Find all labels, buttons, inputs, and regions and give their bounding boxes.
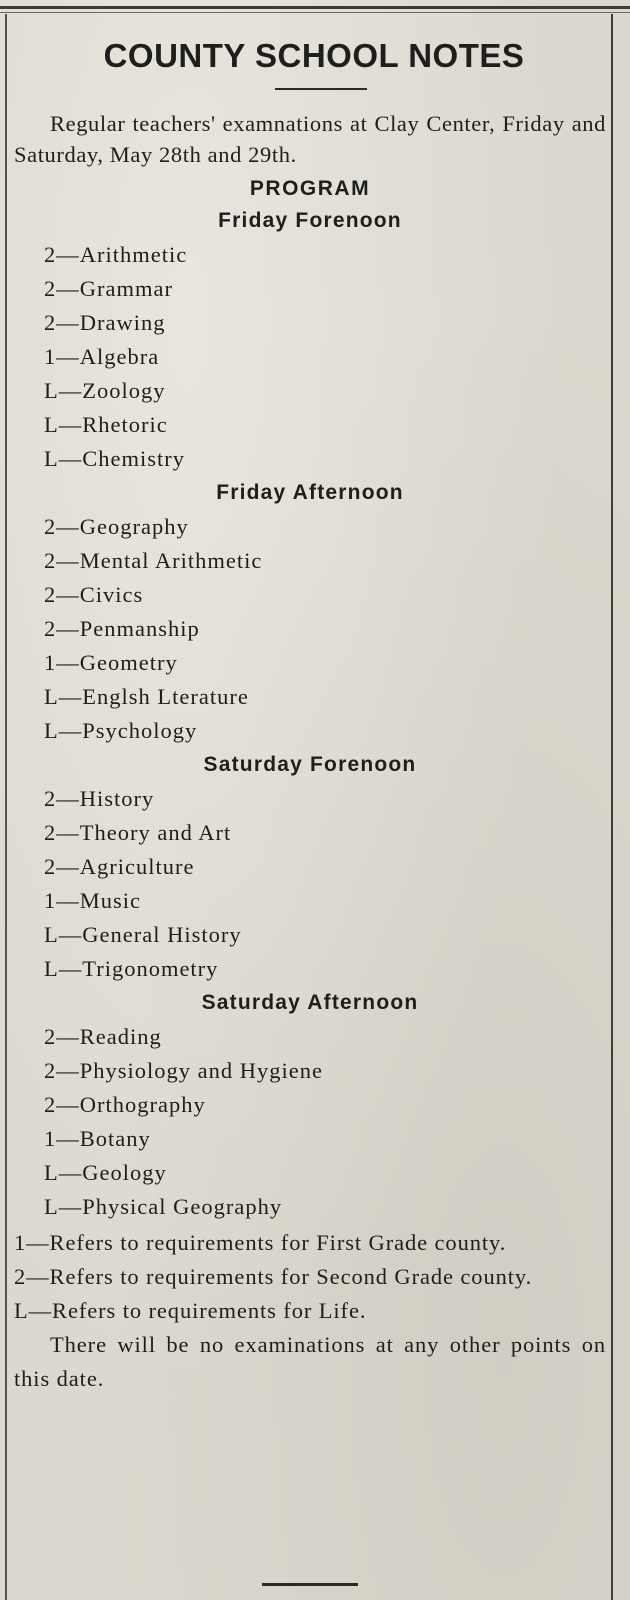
end-of-article-rule bbox=[262, 1583, 358, 1586]
subject-item: 2—Penmanship bbox=[44, 616, 200, 641]
subject-item: 2—Physiology and Hygiene bbox=[44, 1058, 323, 1083]
right-column-rule bbox=[611, 14, 613, 1600]
subject-item: 2—History bbox=[44, 786, 155, 811]
session-saturday-forenoon bbox=[14, 748, 606, 986]
session-heading: Saturday Afternoon bbox=[201, 991, 419, 1014]
subject-item: L—Geology bbox=[44, 1160, 167, 1185]
session-heading: Friday Forenoon bbox=[218, 209, 402, 232]
subject-item: L—Rhetoric bbox=[44, 412, 168, 437]
session-saturday-afternoon bbox=[14, 986, 606, 1224]
article-title: COUNTY SCHOOL NOTES bbox=[103, 37, 525, 74]
subject-item: 2—Geography bbox=[44, 514, 189, 539]
subject-item: 2—Theory and Art bbox=[44, 820, 232, 845]
subject-item: L—Englsh Lterature bbox=[44, 684, 249, 709]
subject-item: 2—Agriculture bbox=[44, 854, 195, 879]
subject-list bbox=[14, 510, 606, 748]
left-column-rule bbox=[5, 14, 7, 1600]
subject-item: L—General History bbox=[44, 922, 242, 947]
article bbox=[14, 36, 606, 1396]
session-heading: Saturday Forenoon bbox=[203, 753, 417, 776]
subject-item: 2—Arithmetic bbox=[44, 242, 188, 267]
title-divider bbox=[275, 88, 367, 90]
session-friday-afternoon bbox=[14, 476, 606, 748]
subject-item: 2—Drawing bbox=[44, 310, 166, 335]
subject-item: 2—Orthography bbox=[44, 1092, 206, 1117]
subject-item: 1—Geometry bbox=[44, 650, 178, 675]
top-column-rule-thin bbox=[0, 12, 630, 13]
subject-list bbox=[14, 238, 606, 476]
session-friday-forenoon bbox=[14, 204, 606, 476]
subject-item: 2—Reading bbox=[44, 1024, 162, 1049]
subject-item: 2—Grammar bbox=[44, 276, 173, 301]
subject-item: 2—Mental Arithmetic bbox=[44, 548, 263, 573]
session-heading: Friday Afternoon bbox=[216, 481, 404, 504]
subject-item: L—Zoology bbox=[44, 378, 166, 403]
subject-item: 2—Civics bbox=[44, 582, 144, 607]
closing-paragraph: There will be no examinations at any other points on this date. bbox=[14, 1332, 606, 1391]
program-heading: PROGRAM bbox=[249, 177, 371, 200]
top-column-rule bbox=[0, 6, 630, 9]
subject-item: 1—Botany bbox=[44, 1126, 151, 1151]
legend-note: L—Refers to requirements for Life. bbox=[14, 1298, 367, 1323]
subject-item: L—Physical Geography bbox=[44, 1194, 283, 1219]
subject-item: 1—Algebra bbox=[44, 344, 160, 369]
subject-item: L—Chemistry bbox=[44, 446, 185, 471]
legend-notes bbox=[14, 1226, 606, 1328]
intro-paragraph: Regular teachers' examnations at Clay Center, Friday and Saturday, May 28th and 29th. bbox=[14, 111, 606, 167]
legend-note: 2—Refers to requirements for Second Grade county. bbox=[14, 1264, 533, 1289]
subject-item: L—Psychology bbox=[44, 718, 198, 743]
legend-note: 1—Refers to requirements for First Grade county. bbox=[14, 1230, 507, 1255]
subject-list bbox=[14, 1020, 606, 1224]
subject-item: 1—Music bbox=[44, 888, 141, 913]
subject-list bbox=[14, 782, 606, 986]
subject-item: L—Trigonometry bbox=[44, 956, 219, 981]
